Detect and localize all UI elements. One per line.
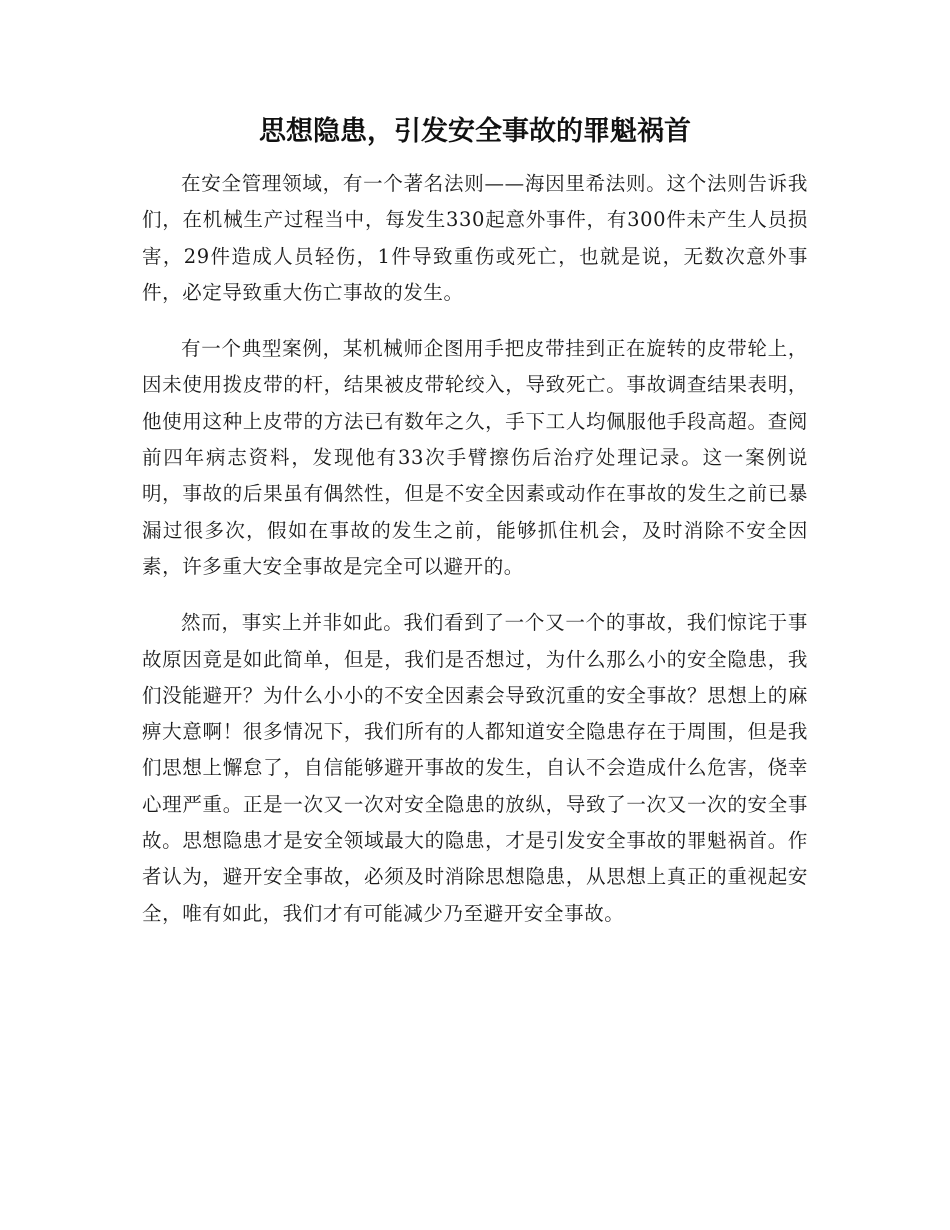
document-body — [142, 166, 808, 952]
document-title: 思想隐患，引发安全事故的罪魁祸首 — [259, 116, 691, 147]
paragraph-1: 在安全管理领域，有一个著名法则——海因里希法则。这个法则告诉我们，在机械生产过程当中，每发生330起意外事件，有300件未产生人员损害，29件造成人员轻伤，1件导致重伤或死亡，也就是说，无数次意外事件，必定导致重大伤亡事故的发生。 — [142, 172, 808, 304]
paragraph-2: 有一个典型案例，某机械师企图用手把皮带挂到正在旋转的皮带轮上，因未使用拨皮带的杆，结果被皮带轮绞入，导致死亡。事故调查结果表明，他使用这种上皮带的方法已有数年之久，手下工人均佩服他手段高超。查阅前四年病志资料，发现他有33次手臂擦伤后治疗处理记录。这一案例说明，事故的后果虽有偶然性，但是不安全因素或动作在事故的发生之前已暴漏过很多次，假如在事故的发生之前，能够抓住机会，及时消除不安全因素，许多重大安全事故是完全可以避开的。 — [142, 337, 808, 578]
paragraph-3: 然而，事实上并非如此。我们看到了一个又一个的事故，我们惊诧于事故原因竟是如此简单，但是，我们是否想过，为什么那么小的安全隐患，我们没能避开？为什么小小的不安全因素会导致沉重的安全事故？思想上的麻痹大意啊！很多情况下，我们所有的人都知道安全隐患存在于周围，但是我们思想上懈怠了，自信能够避开事故的发生，自认不会造成什么危害，侥幸心理严重。正是一次又一次对安全隐患的放纵，导致了一次又一次的安全事故。思想隐患才是安全领域最大的隐患，才是引发安全事故的罪魁祸首。作者认为，避开安全事故，必须及时消除思想隐患，从思想上真正的重视起安全，唯有如此，我们才有可能减少乃至避开安全事故。 — [142, 611, 808, 925]
